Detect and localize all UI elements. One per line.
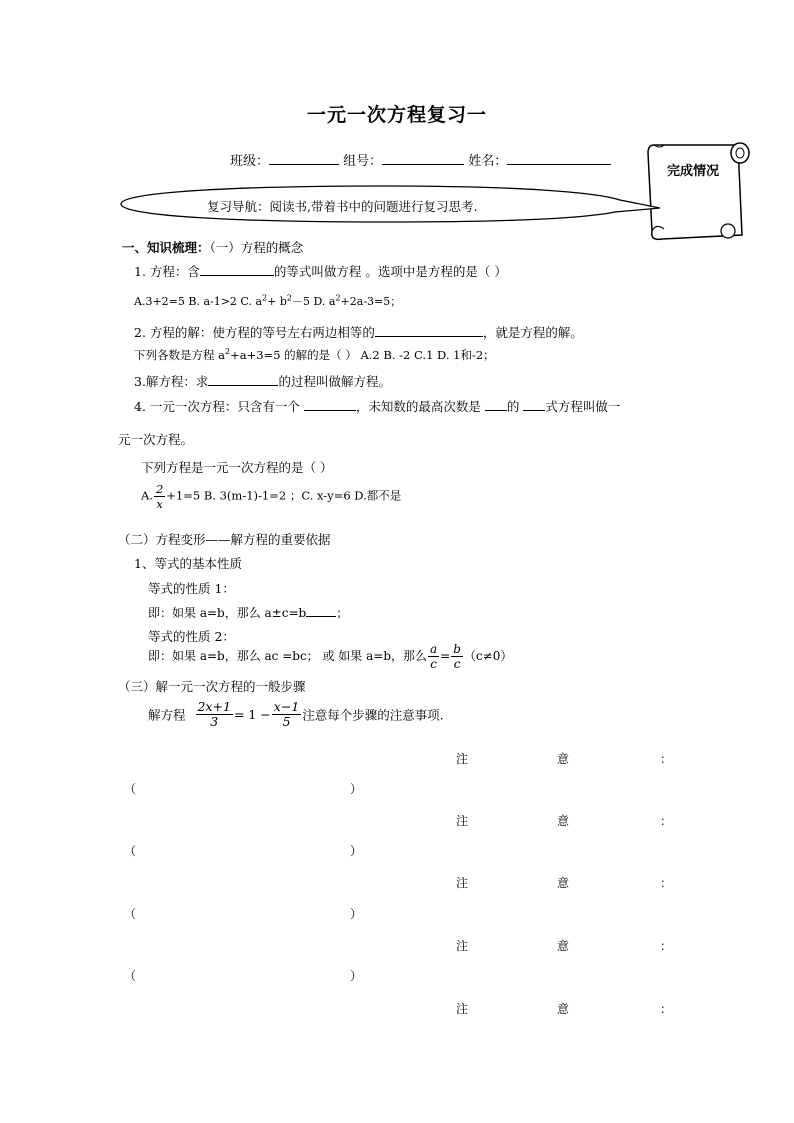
group-blank[interactable] (382, 151, 464, 165)
note-yi: 意 (557, 1002, 570, 1016)
name-blank[interactable] (507, 151, 611, 165)
q4-question: 下列方程是一元一次方程的是（ ） (141, 460, 333, 475)
q4-text-c: 的 (506, 399, 520, 414)
solve-n2: x−1 (273, 699, 300, 714)
q4-opt-rest: +1=5 B. 3(m-1)-1=2 ；C. x-y=6 D.都不是 (166, 488, 402, 503)
scroll-label: 完成情况 (667, 164, 720, 179)
q1-opt-d: +2a-3=5； (340, 295, 402, 308)
question-4 (134, 397, 620, 415)
question-2 (134, 323, 583, 341)
q1-blank[interactable] (200, 262, 274, 276)
q4-line2: 元一次方程。 (118, 432, 194, 447)
q3-text-a: 3.解方程：求 (134, 374, 209, 389)
note-open: （ (124, 907, 137, 921)
note-zhu: 注 (456, 752, 469, 766)
note-colon: ： (660, 752, 673, 766)
note-yi: 意 (557, 752, 570, 766)
question-1 (134, 262, 507, 280)
q2-text-a: 2. 方程的解：使方程的等号左右两边相等的 (134, 325, 375, 340)
q2-line2: 下列各数是方程 $a^2+a+3=5$ 的解的是（ ） A.2 B. -2 C.1 D. 1和-2； (134, 347, 495, 362)
q1-opt-c: －5 D. a (291, 295, 336, 308)
note-close: ） (350, 969, 363, 983)
name-label: 姓名： (468, 154, 508, 169)
solve-frac-2 (272, 700, 301, 729)
prop2-b: b (453, 642, 461, 656)
q4-text-d: 式方程叫做一 (545, 399, 621, 414)
q4-num: 2 (155, 482, 164, 496)
q4-blank-2[interactable] (485, 397, 507, 411)
note-colon: ： (660, 1002, 673, 1016)
note-zhu: 注 (456, 939, 469, 953)
solve-d1: 3 (210, 714, 219, 729)
prop1-line (148, 603, 348, 621)
q3-blank[interactable] (208, 372, 278, 386)
solve-tail: 注意每个步骤的注意事项. (302, 707, 444, 723)
section1-title: 一、知识梳理： (122, 240, 210, 255)
note-colon: ： (660, 939, 673, 953)
note-colon: ： (660, 814, 673, 828)
solve-d2: 5 (282, 714, 291, 729)
note-open: （ (124, 782, 137, 796)
prop2-label: 等式的性质 2： (148, 629, 235, 644)
solve-mid: = 1 − (233, 707, 271, 722)
q1-opt-a: A.3+2=5 B. a-1>2 C. a (134, 295, 263, 308)
prop1-end: ； (336, 606, 349, 620)
note-close: ） (350, 844, 363, 858)
q2-text-b: ，就是方程的解。 (482, 325, 583, 340)
section1-sub: （一）方程的概念 (209, 240, 304, 255)
q1-opt-b: + b (267, 295, 287, 308)
note-open: （ (124, 844, 137, 858)
q4-den: x (156, 497, 163, 511)
section1-heading (122, 238, 303, 256)
prop2-eq: = (440, 649, 451, 663)
q3-text-b: 的过程叫做解方程。 (278, 374, 391, 389)
question-3 (134, 372, 391, 390)
q4-opt-a-fraction (154, 482, 165, 511)
q4-opt-a-label: A. (141, 488, 153, 503)
prop2-text: 即：如果 a=b，那么 ac =bc； 或 如果 a=b，那么 (148, 649, 428, 663)
note-yi: 意 (557, 939, 570, 953)
prop1-text: 即：如果 a=b，那么 a±c=b (148, 606, 307, 620)
prop1-blank[interactable] (306, 603, 336, 617)
info-line (230, 150, 611, 169)
prop2-fraction-b (451, 642, 463, 671)
nav-text: 复习导航：阅读书,带着书中的问题进行复习思考. (207, 199, 478, 214)
q4-blank-1[interactable] (304, 397, 356, 411)
prop1-label: 等式的性质 1： (148, 581, 235, 596)
note-zhu: 注 (456, 876, 469, 890)
q4-blank-3[interactable] (523, 397, 545, 411)
class-label: 班级： (230, 154, 270, 169)
q2-line2-a: 下列各数是方程 a (134, 348, 226, 362)
group-label: 组号： (343, 154, 383, 169)
solve-frac-1 (196, 700, 233, 729)
q1-options: A.3+2=5 B. a-1>2 C. $a^2+ b^2-5$ D. $a^2+2a-3=5$； (134, 293, 402, 308)
q4-options (141, 482, 401, 511)
q1-text-b: 的等式叫做方程 。选项中是方程的是（ ） (273, 264, 507, 279)
prop2-line (148, 642, 512, 671)
note-colon: ： (660, 876, 673, 890)
section2-p1: 1、等式的基本性质 (134, 556, 242, 571)
q4-text-a: 4. 一元一次方程：只含有一个 (134, 399, 300, 414)
prop2-c: c (430, 657, 437, 671)
class-blank[interactable] (269, 151, 339, 165)
q4-text-b: ，未知数的最高次数是 (355, 399, 481, 414)
prop2-a: a (430, 642, 438, 656)
section3-heading: （三）解一元一次方程的一般步骤 (118, 679, 306, 694)
q1-text-a: 1. 方程：含 (134, 264, 200, 279)
prop2-end: （c≠0） (463, 649, 513, 663)
solve-label: 解方程 (148, 707, 186, 723)
note-close: ） (350, 907, 363, 921)
prop2-fraction-a (428, 642, 439, 671)
note-yi: 意 (557, 876, 570, 890)
page-title: 一元一次方程复习一 (306, 104, 487, 126)
section2-heading: （二）方程变形——解方程的重要依据 (118, 532, 331, 547)
note-close: ） (350, 782, 363, 796)
q2-line2-b: +a+3=5 的解的是（ ） A.2 B. -2 C.1 D. 1和-2； (230, 348, 495, 362)
solve-line (148, 700, 444, 729)
prop2-c2: c (453, 657, 461, 671)
q2-blank[interactable] (375, 323, 483, 337)
solve-n1: 2x+1 (197, 699, 231, 714)
note-zhu: 注 (456, 1002, 469, 1016)
note-open: （ (124, 969, 137, 983)
note-zhu: 注 (456, 814, 469, 828)
note-yi: 意 (557, 814, 570, 828)
